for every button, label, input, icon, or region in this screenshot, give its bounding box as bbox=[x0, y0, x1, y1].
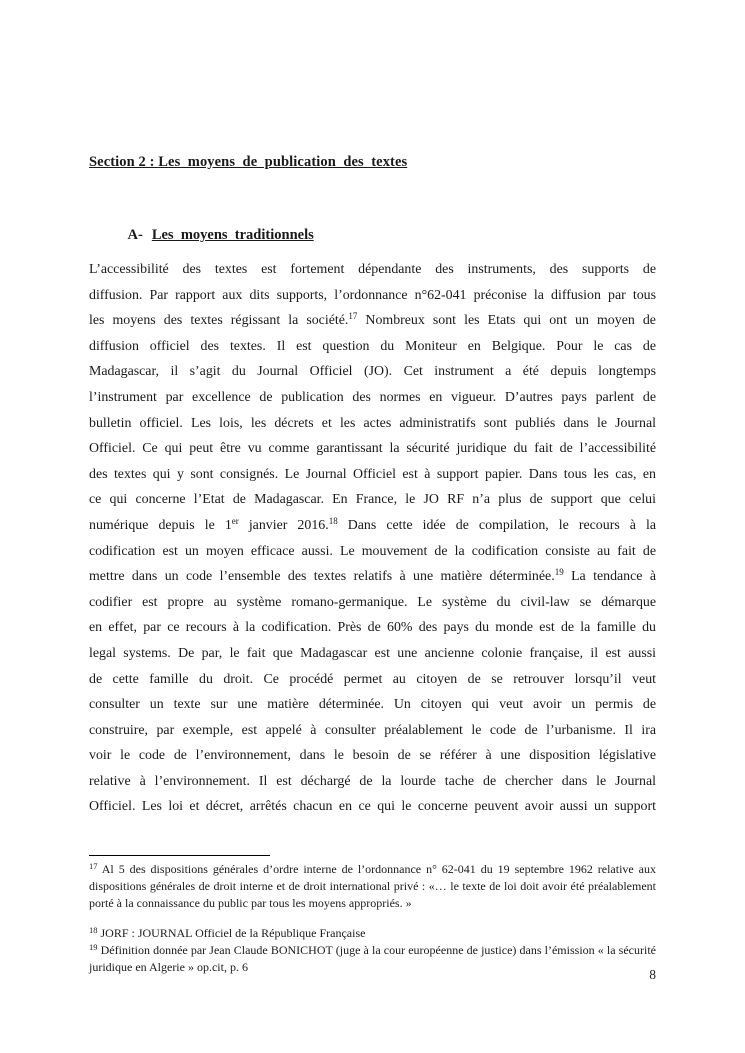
footnote-19: $^{19}$ Définition donnée par Jean Claude BONICHOT (juge à la cour européenne de justice) dans l’émission « la sécurité juridique en Algerie » op.cit, p. 6 bbox=[89, 942, 656, 974]
footnote-ref: 19 bbox=[89, 942, 98, 952]
body-line: en effet, par ce recours à la codification. Près de 60% des pays du monde est de la famille du bbox=[89, 620, 656, 636]
footnotes-section bbox=[89, 861, 656, 976]
body-line: Madagascar, il s’agit du Journal Officiel (JO). Cet instrument a été depuis longtemps bbox=[89, 364, 656, 380]
footnote-separator bbox=[89, 855, 270, 856]
body-line: Officiel. Les loi et décret, arrêtés chacun en ce qui le concerne peuvent avoir aussi un support bbox=[89, 799, 656, 815]
body-line: relative à l’environnement. Il est déchargé de la lourde tache de chercher dans le Journal bbox=[89, 773, 656, 789]
body-line: les moyens des textes régissant la société.$^{17}$ Nombreux sont les Etats qui ont un moyen de bbox=[89, 311, 656, 329]
body-line: bulletin officiel. Les lois, les décrets et les actes administratifs sont publiés dans le Journal bbox=[89, 415, 656, 431]
body-line: codifier est propre au système romano-germanique. Le système du civil-law se démarque bbox=[89, 594, 656, 610]
body-line: consulter un texte sur une matière déterminée. Un citoyen qui veut avoir un permis de bbox=[89, 697, 656, 713]
body-line: l’instrument par excellence de publication des normes en vigueur. D’autres pays parlent de bbox=[89, 389, 656, 405]
body-line: diffusion officiel des textes. Il est question du Moniteur en Belgique. Pour le cas de bbox=[89, 338, 656, 354]
body-line: voir le code de l’environnement, dans le besoin de se référer à une disposition législative bbox=[89, 748, 656, 764]
body-line: de cette famille du droit. Ce procédé permet au citoyen de se retrouver lorsqu’il veut bbox=[89, 671, 656, 687]
footnote-17: $^{17}$ Al 5 des dispositions générales d’ordre interne de l’ordonnance n° 62-041 du 19 septembre 1962 relative aux dispositions générales de droit interne et de droit international privé : «… le texte de loi doit avoir été préalablement porté à la connaissance du public par tous les moyens appropriés. » bbox=[89, 861, 656, 910]
footnote-18: $^{18}$ JORF : JOURNAL Officiel de la République Française bbox=[89, 925, 366, 940]
subsection-title: Les moyens traditionnels bbox=[151, 227, 314, 243]
body-line: construire, par exemple, est appelé à consulter préalablement le code de l’urbanisme. Il ira bbox=[89, 722, 656, 738]
body-line: numérique depuis le 1er janvier 2016.18 Dans cette idée de compilation, le recours à la bbox=[89, 515, 656, 533]
footnote-ref: 18 bbox=[89, 925, 98, 935]
subsection-heading bbox=[113, 210, 314, 261]
body-line: L’accessibilité des textes est fortement dépendante des instruments, des supports de bbox=[89, 262, 656, 277]
footnote-ref: 17 bbox=[89, 861, 98, 871]
body-line: des textes qui y sont consignés. Le Journal Officiel est à support papier. Dans tous les cas, en bbox=[89, 466, 656, 482]
body-line: diffusion. Par rapport aux dits supports, l’ordonnance n°62-041 préconise la diffusion par tous bbox=[89, 287, 656, 303]
body-line: mettre dans un code l’ensemble des textes relatifs à une matière déterminée.$^{19}$ La tendance à bbox=[89, 567, 656, 585]
body-line: Officiel. Ce qui peut être vu comme garantissant la sécurité juridique du fait de l’accessibilité bbox=[89, 441, 656, 457]
body-line: ce qui concerne l’Etat de Madagascar. En France, le JO RF n’a plus de support que celui bbox=[89, 492, 656, 508]
body-paragraph bbox=[89, 257, 656, 820]
section-heading: Section 2 : Les moyens de publication des textes bbox=[89, 154, 408, 170]
body-line: codification est un moyen efficace aussi. Le mouvement de la codification consiste au fait de bbox=[89, 543, 656, 559]
page-number: 8 bbox=[649, 967, 656, 982]
subsection-prefix: A- bbox=[127, 227, 143, 243]
body-line: legal systems. De par, le fait que Madagascar est une ancienne colonie française, il est aussi bbox=[89, 645, 656, 661]
